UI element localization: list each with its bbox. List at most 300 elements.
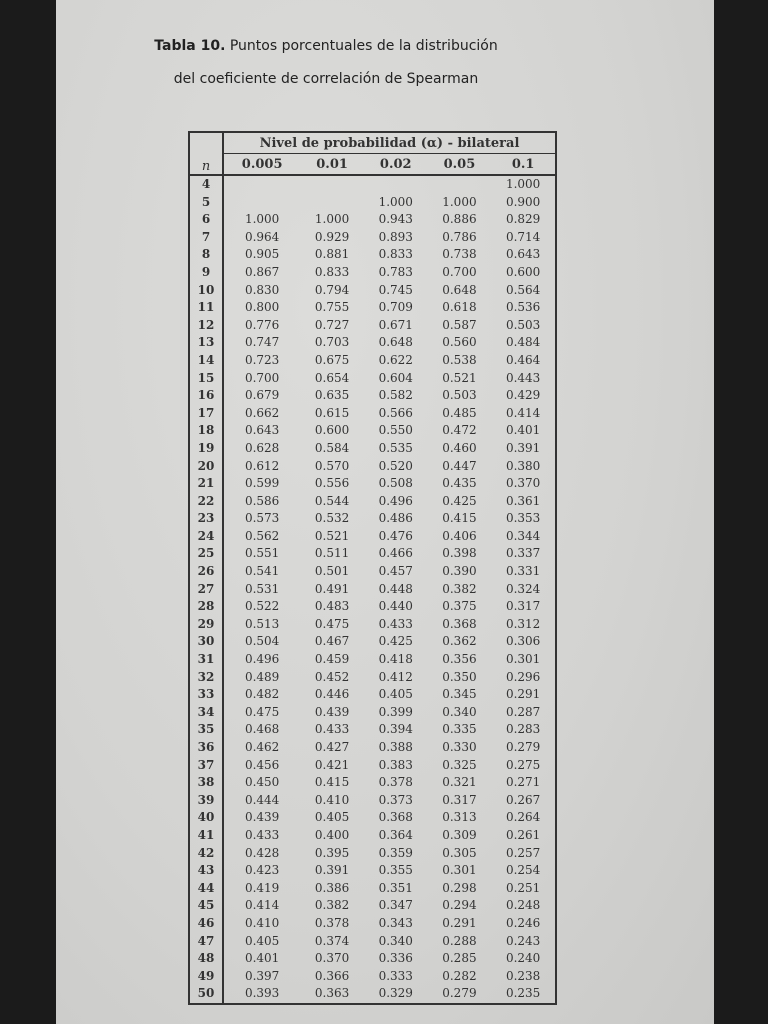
value-cell: 0.671 <box>378 317 413 332</box>
value-cell: 0.560 <box>442 335 477 350</box>
value-cell: 0.929 <box>314 229 350 244</box>
value-cell: 0.468 <box>223 721 300 739</box>
value-cell: 0.476 <box>378 528 413 543</box>
value-cell: 0.703 <box>314 335 350 350</box>
value-cell: 0.340 <box>378 933 413 948</box>
value-cell: 0.391 <box>505 440 541 455</box>
value-cell: 0.867 <box>223 264 300 282</box>
row-n-cell: 6 <box>201 212 211 227</box>
value-cell: 0.331 <box>505 564 541 579</box>
value-cell: 0.414 <box>505 405 541 420</box>
value-cell: 0.261 <box>505 827 541 842</box>
column-header: 0.05 <box>428 154 492 176</box>
n-column-header: n <box>190 133 223 175</box>
value-cell: 0.738 <box>442 247 477 262</box>
value-cell: 0.364 <box>378 827 413 842</box>
value-cell: 1.000 <box>314 212 350 227</box>
row-n-cell: 50 <box>197 986 215 1001</box>
value-cell: 0.398 <box>442 546 477 561</box>
table-row <box>190 282 555 300</box>
row-n-cell: 25 <box>197 546 215 561</box>
value-cell: 0.395 <box>314 845 350 860</box>
value-cell: 0.397 <box>223 968 300 986</box>
value-cell: 0.243 <box>505 933 541 948</box>
value-cell: 0.301 <box>442 863 477 878</box>
value-cell: 1.000 <box>378 194 413 209</box>
value-cell: 0.482 <box>223 686 300 704</box>
value-cell: 0.900 <box>505 194 541 209</box>
table-row <box>190 475 555 493</box>
value-cell: 0.427 <box>314 740 350 754</box>
value-cell: 0.566 <box>378 405 413 420</box>
row-n-cell: 39 <box>197 792 215 807</box>
value-cell: 0.496 <box>378 493 413 508</box>
value-cell: 0.464 <box>505 352 541 367</box>
value-cell: 0.382 <box>442 581 477 596</box>
table-row <box>190 985 555 1003</box>
value-cell: 0.414 <box>223 897 300 915</box>
value-cell: 0.486 <box>378 511 413 526</box>
value-cell: 0.679 <box>223 387 300 405</box>
row-n-cell: 12 <box>197 317 215 332</box>
value-cell: 0.881 <box>314 247 350 262</box>
value-cell: 0.550 <box>378 423 413 438</box>
row-n-cell: 26 <box>197 564 215 579</box>
table-row <box>190 651 555 669</box>
value-cell: 0.335 <box>442 722 477 737</box>
row-n-cell: 23 <box>197 511 215 526</box>
table-row <box>190 915 555 933</box>
column-header: 0.01 <box>300 154 364 176</box>
table-row <box>190 686 555 704</box>
table-body <box>190 175 555 1003</box>
value-cell: 0.391 <box>314 863 350 878</box>
value-cell: 0.615 <box>314 405 350 420</box>
value-cell: 0.496 <box>223 651 300 669</box>
value-cell: 0.467 <box>314 634 350 649</box>
value-cell: 0.446 <box>314 687 350 702</box>
value-cell: 0.306 <box>505 634 541 649</box>
table-row <box>190 528 555 546</box>
table-row <box>190 563 555 581</box>
value-cell: 0.501 <box>314 564 350 579</box>
value-cell: 0.305 <box>442 845 477 860</box>
value-cell: 0.531 <box>223 581 300 599</box>
row-n-cell: 24 <box>197 528 215 543</box>
row-n-cell: 48 <box>197 951 215 966</box>
value-cell: 0.643 <box>505 247 541 262</box>
table-row <box>190 405 555 423</box>
value-cell: 0.350 <box>442 669 477 684</box>
value-cell: 0.301 <box>505 652 541 667</box>
row-n-cell: 36 <box>197 740 215 754</box>
value-cell: 0.541 <box>223 563 300 581</box>
row-n-cell: 29 <box>197 616 215 631</box>
row-n-cell: 21 <box>197 476 215 491</box>
value-cell: 0.562 <box>223 528 300 546</box>
value-cell: 0.520 <box>378 458 413 473</box>
value-cell <box>364 175 428 194</box>
value-cell: 0.794 <box>314 282 350 297</box>
value-cell: 0.246 <box>505 915 541 930</box>
value-cell: 0.406 <box>442 528 477 543</box>
value-cell: 0.444 <box>223 792 300 810</box>
value-cell: 0.450 <box>223 774 300 792</box>
value-cell: 0.466 <box>378 546 413 561</box>
table-row <box>190 862 555 880</box>
column-header: 0.005 <box>223 154 300 176</box>
value-cell: 0.433 <box>223 827 300 845</box>
document-page <box>56 0 714 1024</box>
row-n-cell: 19 <box>197 440 215 455</box>
table-row <box>190 739 555 757</box>
value-cell: 0.235 <box>505 986 541 1001</box>
value-cell: 0.600 <box>314 423 350 438</box>
value-cell: 0.433 <box>378 616 413 631</box>
value-cell: 0.648 <box>378 335 413 350</box>
value-cell: 0.324 <box>505 581 541 596</box>
value-cell: 0.294 <box>442 898 477 913</box>
value-cell: 0.425 <box>378 634 413 649</box>
row-n-cell: 35 <box>197 722 215 737</box>
value-cell: 1.000 <box>505 177 541 191</box>
value-cell: 0.628 <box>223 440 300 458</box>
value-cell: 0.886 <box>442 212 477 227</box>
value-cell: 0.363 <box>314 986 350 1001</box>
row-n-cell: 27 <box>197 581 215 596</box>
row-n-cell: 4 <box>201 177 211 191</box>
value-cell: 0.375 <box>442 599 477 614</box>
value-cell: 0.383 <box>378 757 413 772</box>
value-cell: 0.344 <box>505 528 541 543</box>
value-cell: 0.337 <box>505 546 541 561</box>
value-cell: 0.964 <box>223 229 300 247</box>
value-cell: 0.513 <box>223 616 300 634</box>
value-cell: 0.238 <box>505 968 541 983</box>
value-cell: 0.485 <box>442 405 477 420</box>
value-cell: 0.279 <box>442 986 477 1001</box>
value-cell: 0.366 <box>314 968 350 983</box>
value-cell: 0.440 <box>378 599 413 614</box>
value-cell: 0.829 <box>505 212 541 227</box>
value-cell: 0.456 <box>223 757 300 775</box>
table-row <box>190 897 555 915</box>
table-row <box>190 721 555 739</box>
value-cell: 0.345 <box>442 687 477 702</box>
value-cell: 0.378 <box>314 915 350 930</box>
value-cell: 0.361 <box>505 493 541 508</box>
value-cell: 0.503 <box>505 317 541 332</box>
value-cell: 0.271 <box>505 775 541 790</box>
value-cell: 0.745 <box>378 282 413 297</box>
row-n-cell: 5 <box>201 194 211 209</box>
value-cell: 0.433 <box>314 722 350 737</box>
row-n-cell: 41 <box>197 827 215 842</box>
value-cell: 0.423 <box>223 862 300 880</box>
value-cell: 0.723 <box>223 352 300 370</box>
row-n-cell: 43 <box>197 863 215 878</box>
table-row <box>190 968 555 986</box>
value-cell: 0.508 <box>378 476 413 491</box>
value-cell: 0.439 <box>223 809 300 827</box>
row-n-cell: 15 <box>197 370 215 385</box>
value-cell: 0.296 <box>505 669 541 684</box>
value-cell <box>223 175 300 194</box>
value-cell: 0.460 <box>442 440 477 455</box>
row-n-cell: 33 <box>197 687 215 702</box>
value-cell: 1.000 <box>223 211 300 229</box>
value-cell: 0.382 <box>314 898 350 913</box>
value-cell: 0.635 <box>314 388 350 403</box>
value-cell: 0.399 <box>378 704 413 719</box>
value-cell: 0.535 <box>378 440 413 455</box>
value-cell: 0.380 <box>505 458 541 473</box>
value-cell: 0.336 <box>378 951 413 966</box>
value-cell: 0.776 <box>223 317 300 335</box>
value-cell: 0.254 <box>505 863 541 878</box>
table-row <box>190 194 555 212</box>
table-row <box>190 774 555 792</box>
value-cell: 0.830 <box>223 282 300 300</box>
row-n-cell: 28 <box>197 599 215 614</box>
value-cell: 0.405 <box>378 687 413 702</box>
table-row <box>190 246 555 264</box>
value-cell: 0.405 <box>314 810 350 825</box>
value-cell: 0.388 <box>378 740 413 754</box>
value-cell: 0.521 <box>314 528 350 543</box>
table-row <box>190 704 555 722</box>
table-row <box>190 933 555 951</box>
value-cell: 0.368 <box>442 616 477 631</box>
row-n-cell: 30 <box>197 634 215 649</box>
value-cell: 0.287 <box>505 704 541 719</box>
value-cell: 0.386 <box>314 880 350 895</box>
table-row <box>190 352 555 370</box>
value-cell: 0.612 <box>223 458 300 476</box>
table-row <box>190 440 555 458</box>
value-cell: 0.943 <box>378 212 413 227</box>
value-cell: 0.321 <box>442 775 477 790</box>
value-cell: 0.410 <box>314 792 350 807</box>
value-cell: 0.475 <box>314 616 350 631</box>
value-cell <box>300 175 364 194</box>
row-n-cell: 14 <box>197 352 215 367</box>
value-cell: 0.419 <box>223 880 300 898</box>
value-cell: 0.393 <box>223 985 300 1003</box>
table-row <box>190 792 555 810</box>
value-cell: 0.654 <box>314 370 350 385</box>
value-cell: 0.425 <box>442 493 477 508</box>
value-cell: 0.448 <box>378 581 413 596</box>
value-cell: 0.714 <box>505 229 541 244</box>
value-cell: 0.282 <box>442 968 477 983</box>
value-cell: 0.291 <box>442 915 477 930</box>
row-n-cell: 7 <box>201 229 211 244</box>
table-row <box>190 827 555 845</box>
table-row <box>190 669 555 687</box>
value-cell: 0.298 <box>442 880 477 895</box>
value-cell: 0.251 <box>505 880 541 895</box>
value-cell: 0.747 <box>223 334 300 352</box>
value-cell: 0.421 <box>314 757 350 772</box>
table-row <box>190 370 555 388</box>
column-header: 0.1 <box>491 154 555 176</box>
value-cell: 0.783 <box>378 264 413 279</box>
table-row <box>190 317 555 335</box>
value-cell: 0.452 <box>314 669 350 684</box>
row-n-cell: 18 <box>197 423 215 438</box>
value-cell: 0.472 <box>442 423 477 438</box>
value-cell: 0.264 <box>505 810 541 825</box>
row-n-cell: 37 <box>197 757 215 772</box>
value-cell: 0.556 <box>314 476 350 491</box>
value-cell: 0.599 <box>223 475 300 493</box>
value-cell: 0.800 <box>223 299 300 317</box>
value-cell: 0.604 <box>378 370 413 385</box>
table-row <box>190 950 555 968</box>
value-cell: 0.368 <box>378 810 413 825</box>
value-cell: 0.439 <box>314 704 350 719</box>
value-cell: 0.475 <box>223 704 300 722</box>
value-cell: 0.727 <box>314 317 350 332</box>
column-header: 0.02 <box>364 154 428 176</box>
value-cell: 0.351 <box>378 880 413 895</box>
value-cell: 0.544 <box>314 493 350 508</box>
value-cell: 0.618 <box>442 300 477 315</box>
value-cell: 0.648 <box>442 282 477 297</box>
table-row <box>190 845 555 863</box>
value-cell: 0.309 <box>442 827 477 842</box>
value-cell: 0.582 <box>378 388 413 403</box>
value-cell: 0.394 <box>378 722 413 737</box>
value-cell: 0.374 <box>314 933 350 948</box>
value-cell: 0.643 <box>223 422 300 440</box>
value-cell: 0.267 <box>505 792 541 807</box>
value-cell: 0.359 <box>378 845 413 860</box>
value-cell: 0.538 <box>442 352 477 367</box>
value-cell: 0.283 <box>505 722 541 737</box>
row-n-cell: 46 <box>197 915 215 930</box>
row-n-cell: 45 <box>197 898 215 913</box>
value-cell: 1.000 <box>442 194 477 209</box>
value-cell: 0.905 <box>223 246 300 264</box>
value-cell: 0.532 <box>314 511 350 526</box>
value-cell: 0.240 <box>505 951 541 966</box>
probability-group-header: Nivel de probabilidad (α) - bilateral <box>223 133 555 154</box>
value-cell: 0.340 <box>442 704 477 719</box>
value-cell: 0.675 <box>314 352 350 367</box>
row-n-cell: 38 <box>197 775 215 790</box>
value-cell: 0.622 <box>378 352 413 367</box>
row-n-cell: 10 <box>197 282 215 297</box>
row-n-cell: 31 <box>197 652 215 667</box>
row-n-cell: 20 <box>197 458 215 473</box>
table-row <box>190 633 555 651</box>
table-row <box>190 545 555 563</box>
row-n-cell: 49 <box>197 968 215 983</box>
value-cell: 0.355 <box>378 863 413 878</box>
row-n-cell: 17 <box>197 405 215 420</box>
value-cell: 0.435 <box>442 476 477 491</box>
value-cell <box>223 194 300 212</box>
value-cell: 0.317 <box>442 792 477 807</box>
value-cell: 0.443 <box>505 370 541 385</box>
value-cell <box>300 194 364 212</box>
caption-prefix: Tabla 10. <box>154 38 226 54</box>
value-cell: 0.373 <box>378 792 413 807</box>
value-cell: 0.521 <box>442 370 477 385</box>
value-cell: 0.415 <box>314 775 350 790</box>
value-cell: 0.312 <box>505 616 541 631</box>
value-cell: 0.378 <box>378 775 413 790</box>
row-n-cell: 11 <box>197 300 215 315</box>
table-row <box>190 422 555 440</box>
table-row <box>190 510 555 528</box>
value-cell: 0.786 <box>442 229 477 244</box>
value-cell: 0.330 <box>442 740 477 754</box>
table-row <box>190 616 555 634</box>
value-cell: 0.257 <box>505 845 541 860</box>
value-cell: 0.370 <box>314 951 350 966</box>
value-cell: 0.584 <box>314 440 350 455</box>
value-cell: 0.313 <box>442 810 477 825</box>
value-cell: 0.325 <box>442 757 477 772</box>
table-row <box>190 458 555 476</box>
value-cell: 0.412 <box>378 669 413 684</box>
table-row <box>190 387 555 405</box>
value-cell: 0.755 <box>314 300 350 315</box>
value-cell: 0.333 <box>378 968 413 983</box>
table-caption <box>56 30 596 96</box>
row-n-cell: 44 <box>197 880 215 895</box>
table-row <box>190 581 555 599</box>
row-n-cell: 9 <box>201 264 211 279</box>
table-row <box>190 880 555 898</box>
caption-text-1: Puntos porcentuales de la distribución <box>229 38 498 54</box>
table-row <box>190 598 555 616</box>
value-cell: 0.503 <box>442 388 477 403</box>
value-cell: 0.401 <box>223 950 300 968</box>
value-cell: 0.833 <box>378 247 413 262</box>
value-cell: 0.511 <box>314 546 350 561</box>
value-cell: 0.428 <box>223 845 300 863</box>
value-cell: 0.551 <box>223 545 300 563</box>
row-n-cell: 8 <box>201 247 211 262</box>
value-cell: 0.400 <box>314 827 350 842</box>
value-cell: 0.459 <box>314 652 350 667</box>
row-n-cell: 22 <box>197 493 215 508</box>
spearman-table <box>188 131 557 1005</box>
value-cell: 0.418 <box>378 652 413 667</box>
table-row <box>190 229 555 247</box>
value-cell: 0.570 <box>314 458 350 473</box>
row-n-cell: 42 <box>197 845 215 860</box>
value-cell: 0.353 <box>505 511 541 526</box>
value-cell: 0.370 <box>505 476 541 491</box>
value-cell: 0.504 <box>223 633 300 651</box>
value-cell: 0.329 <box>378 986 413 1001</box>
value-cell: 0.248 <box>505 898 541 913</box>
value-cell: 0.410 <box>223 915 300 933</box>
value-cell: 0.573 <box>223 510 300 528</box>
row-n-cell: 16 <box>197 388 215 403</box>
value-cell: 0.401 <box>505 423 541 438</box>
value-cell: 0.700 <box>442 264 477 279</box>
table-row <box>190 757 555 775</box>
table-row <box>190 211 555 229</box>
row-n-cell: 47 <box>197 933 215 948</box>
value-cell: 0.288 <box>442 933 477 948</box>
